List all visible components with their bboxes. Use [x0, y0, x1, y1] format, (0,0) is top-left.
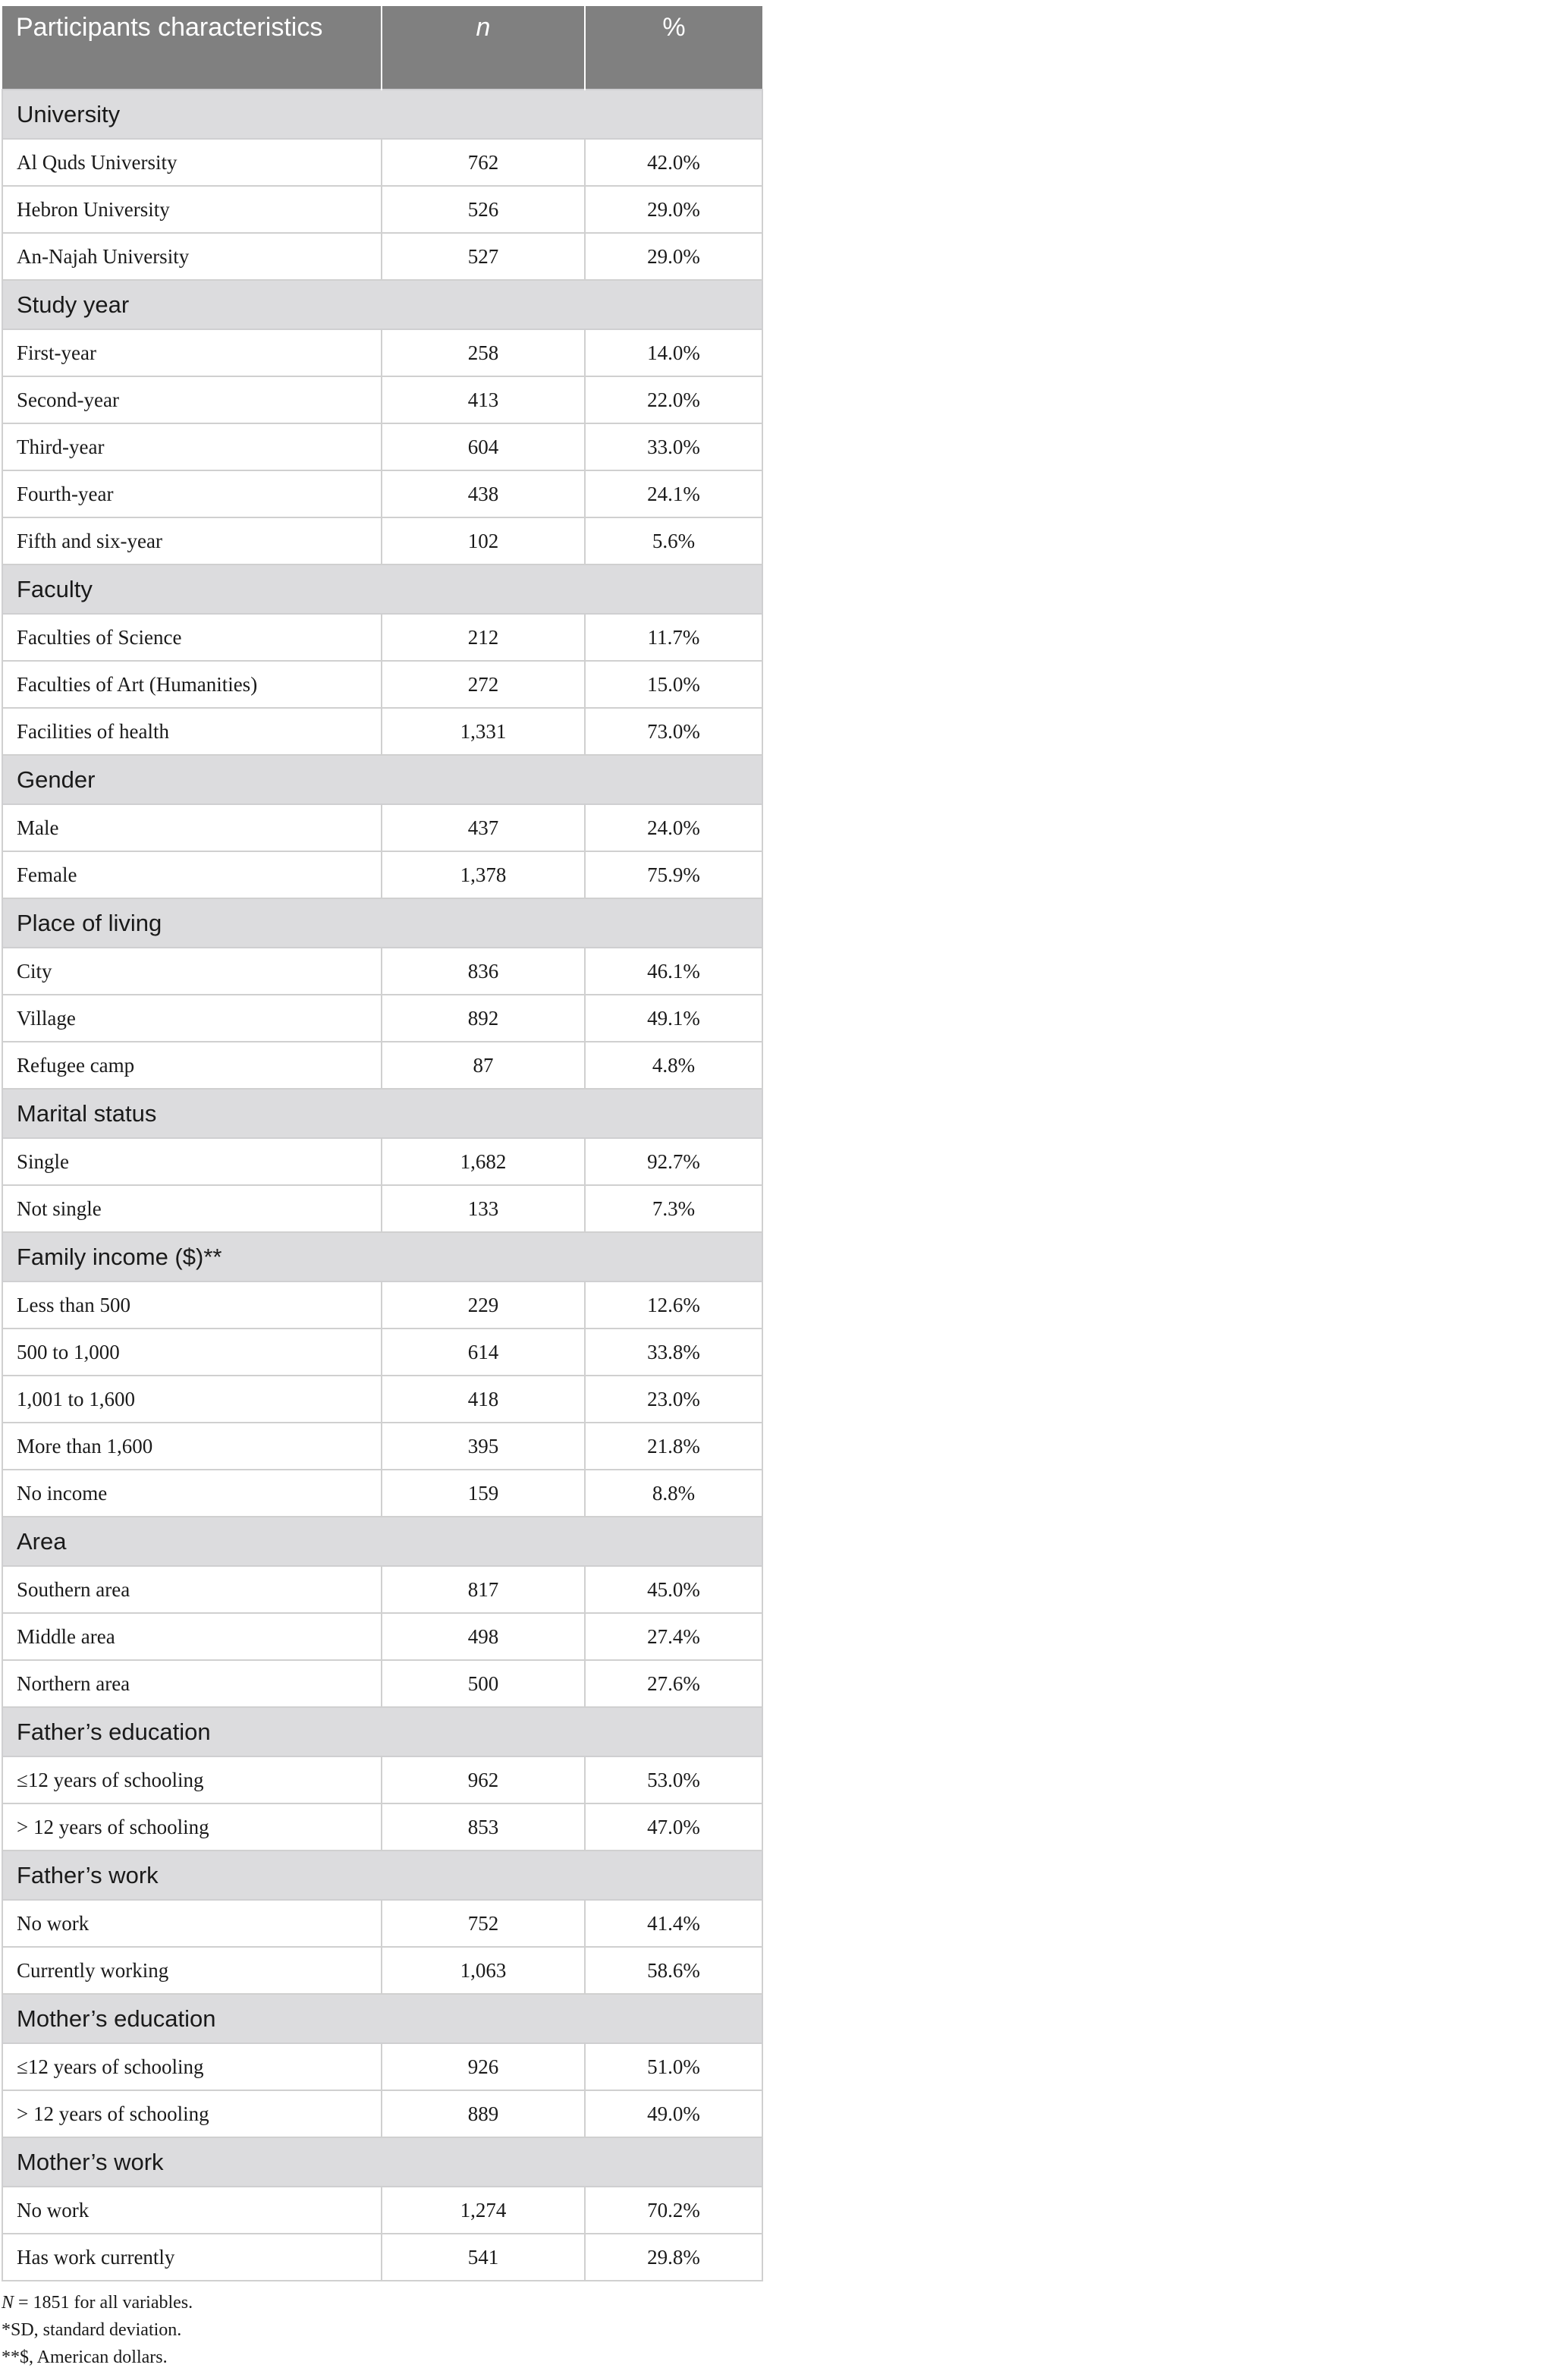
section-row [2, 1089, 762, 1138]
row-n-value: 437 [382, 804, 585, 851]
row-label: Currently working [2, 1947, 382, 1994]
section-row [2, 755, 762, 804]
row-n-value: 541 [382, 2234, 585, 2281]
row-percent-value: 49.1% [585, 995, 762, 1042]
table-row [2, 1660, 762, 1707]
row-label: Faculties of Art (Humanities) [2, 661, 382, 708]
table-row [2, 233, 762, 280]
table-row [2, 1900, 762, 1947]
header-characteristics: Participants characteristics [2, 6, 382, 90]
row-label: Fourth-year [2, 470, 382, 517]
header-n-label: n [476, 13, 491, 42]
row-percent-value: 58.6% [585, 1947, 762, 1994]
row-n-value: 229 [382, 1281, 585, 1329]
row-percent-value: 24.1% [585, 470, 762, 517]
row-label: Village [2, 995, 382, 1042]
row-n-value: 102 [382, 517, 585, 564]
row-percent-value: 27.4% [585, 1613, 762, 1660]
header-n [382, 6, 585, 90]
row-percent-value: 5.6% [585, 517, 762, 564]
row-n-value: 526 [382, 186, 585, 233]
row-label: Less than 500 [2, 1281, 382, 1329]
section-title: Mother’s education [2, 1994, 762, 2043]
row-percent-value: 73.0% [585, 708, 762, 755]
table-row [2, 661, 762, 708]
section-row [2, 2137, 762, 2187]
row-percent-value: 29.8% [585, 2234, 762, 2281]
row-label: Fifth and six-year [2, 517, 382, 564]
row-n-value: 853 [382, 1803, 585, 1851]
table-row [2, 2043, 762, 2090]
row-label: Second-year [2, 376, 382, 423]
row-percent-value: 75.9% [585, 851, 762, 898]
row-n-value: 1,274 [382, 2187, 585, 2234]
row-n-value: 87 [382, 1042, 585, 1089]
row-label: No work [2, 2187, 382, 2234]
section-row [2, 1994, 762, 2043]
row-n-value: 962 [382, 1756, 585, 1803]
table-row [2, 1423, 762, 1470]
row-percent-value: 51.0% [585, 2043, 762, 2090]
header-percent: % [585, 6, 762, 90]
row-label: 1,001 to 1,600 [2, 1376, 382, 1423]
row-n-value: 159 [382, 1470, 585, 1517]
row-label: An-Najah University [2, 233, 382, 280]
table-row [2, 376, 762, 423]
row-percent-value: 12.6% [585, 1281, 762, 1329]
section-title: Faculty [2, 564, 762, 614]
row-n-value: 133 [382, 1185, 585, 1232]
footnote-dollar: **$, American dollars. [2, 2347, 168, 2367]
participants-table [2, 6, 763, 2281]
table-row [2, 1566, 762, 1613]
row-percent-value: 8.8% [585, 1470, 762, 1517]
row-n-value: 836 [382, 948, 585, 995]
footnote-n-symbol: N [2, 2293, 14, 2313]
table-row [2, 1756, 762, 1803]
row-percent-value: 21.8% [585, 1423, 762, 1470]
row-label: Northern area [2, 1660, 382, 1707]
row-n-value: 817 [382, 1566, 585, 1613]
row-label: Male [2, 804, 382, 851]
row-percent-value: 33.8% [585, 1329, 762, 1376]
table-body [2, 90, 762, 2281]
table-row [2, 804, 762, 851]
footnote-n [2, 2289, 763, 2316]
row-label: > 12 years of schooling [2, 1803, 382, 1851]
row-n-value: 438 [382, 470, 585, 517]
row-percent-value: 53.0% [585, 1756, 762, 1803]
row-n-value: 1,378 [382, 851, 585, 898]
row-n-value: 418 [382, 1376, 585, 1423]
row-n-value: 498 [382, 1613, 585, 1660]
row-percent-value: 4.8% [585, 1042, 762, 1089]
row-label: First-year [2, 329, 382, 376]
row-n-value: 272 [382, 661, 585, 708]
row-percent-value: 92.7% [585, 1138, 762, 1185]
section-row [2, 1232, 762, 1281]
row-n-value: 212 [382, 614, 585, 661]
table-row [2, 1281, 762, 1329]
table-footnotes [2, 2289, 763, 2371]
row-percent-value: 42.0% [585, 139, 762, 186]
row-percent-value: 23.0% [585, 1376, 762, 1423]
row-n-value: 892 [382, 995, 585, 1042]
row-percent-value: 41.4% [585, 1900, 762, 1947]
row-percent-value: 70.2% [585, 2187, 762, 2234]
row-percent-value: 24.0% [585, 804, 762, 851]
row-percent-value: 29.0% [585, 186, 762, 233]
table-row [2, 1947, 762, 1994]
row-label: Third-year [2, 423, 382, 470]
table-row [2, 470, 762, 517]
table-row [2, 1470, 762, 1517]
row-percent-value: 45.0% [585, 1566, 762, 1613]
table-row [2, 1138, 762, 1185]
row-label: Faculties of Science [2, 614, 382, 661]
row-label: Refugee camp [2, 1042, 382, 1089]
section-title: Family income ($)** [2, 1232, 762, 1281]
section-row [2, 1851, 762, 1900]
row-percent-value: 46.1% [585, 948, 762, 995]
row-n-value: 762 [382, 139, 585, 186]
row-percent-value: 11.7% [585, 614, 762, 661]
row-percent-value: 14.0% [585, 329, 762, 376]
table-row [2, 614, 762, 661]
row-label: Hebron University [2, 186, 382, 233]
row-percent-value: 49.0% [585, 2090, 762, 2137]
section-title: Place of living [2, 898, 762, 948]
table-row [2, 423, 762, 470]
table-row [2, 2187, 762, 2234]
row-percent-value: 7.3% [585, 1185, 762, 1232]
row-n-value: 889 [382, 2090, 585, 2137]
section-title: Father’s education [2, 1707, 762, 1756]
row-label: Facilities of health [2, 708, 382, 755]
table-container [2, 6, 763, 2371]
table-row [2, 517, 762, 564]
section-row [2, 564, 762, 614]
row-label: > 12 years of schooling [2, 2090, 382, 2137]
section-row [2, 280, 762, 329]
row-percent-value: 27.6% [585, 1660, 762, 1707]
section-title: Mother’s work [2, 2137, 762, 2187]
section-row [2, 1517, 762, 1566]
section-title: Gender [2, 755, 762, 804]
row-label: Female [2, 851, 382, 898]
table-row [2, 851, 762, 898]
table-row [2, 186, 762, 233]
row-percent-value: 15.0% [585, 661, 762, 708]
row-label: City [2, 948, 382, 995]
table-row [2, 2234, 762, 2281]
row-label: Single [2, 1138, 382, 1185]
header-row [2, 6, 762, 90]
table-row [2, 1613, 762, 1660]
table-row [2, 2090, 762, 2137]
row-label: Has work currently [2, 2234, 382, 2281]
section-title: University [2, 90, 762, 139]
section-row [2, 90, 762, 139]
section-title: Study year [2, 280, 762, 329]
table-row [2, 1329, 762, 1376]
row-n-value: 500 [382, 1660, 585, 1707]
table-row [2, 995, 762, 1042]
section-title: Father’s work [2, 1851, 762, 1900]
row-n-value: 604 [382, 423, 585, 470]
row-label: 500 to 1,000 [2, 1329, 382, 1376]
row-label: More than 1,600 [2, 1423, 382, 1470]
section-title: Marital status [2, 1089, 762, 1138]
row-n-value: 527 [382, 233, 585, 280]
row-n-value: 1,682 [382, 1138, 585, 1185]
table-row [2, 329, 762, 376]
section-row [2, 1707, 762, 1756]
row-percent-value: 33.0% [585, 423, 762, 470]
row-label: No work [2, 1900, 382, 1947]
footnote-n-text: = 1851 for all variables. [14, 2293, 193, 2313]
table-row [2, 708, 762, 755]
table-row [2, 1042, 762, 1089]
row-n-value: 614 [382, 1329, 585, 1376]
footnote-sd: *SD, standard deviation. [2, 2320, 182, 2340]
table-row [2, 1376, 762, 1423]
section-row [2, 898, 762, 948]
row-n-value: 258 [382, 329, 585, 376]
row-n-value: 1,331 [382, 708, 585, 755]
row-percent-value: 47.0% [585, 1803, 762, 1851]
row-label: Not single [2, 1185, 382, 1232]
row-n-value: 1,063 [382, 1947, 585, 1994]
table-row [2, 1803, 762, 1851]
table-row [2, 139, 762, 186]
table-row [2, 1185, 762, 1232]
row-label: ≤12 years of schooling [2, 1756, 382, 1803]
row-percent-value: 22.0% [585, 376, 762, 423]
row-label: No income [2, 1470, 382, 1517]
row-label: ≤12 years of schooling [2, 2043, 382, 2090]
row-n-value: 926 [382, 2043, 585, 2090]
row-label: Southern area [2, 1566, 382, 1613]
row-label: Middle area [2, 1613, 382, 1660]
row-n-value: 413 [382, 376, 585, 423]
section-title: Area [2, 1517, 762, 1566]
row-n-value: 395 [382, 1423, 585, 1470]
row-label: Al Quds University [2, 139, 382, 186]
table-header [2, 6, 762, 90]
row-percent-value: 29.0% [585, 233, 762, 280]
table-row [2, 948, 762, 995]
row-n-value: 752 [382, 1900, 585, 1947]
